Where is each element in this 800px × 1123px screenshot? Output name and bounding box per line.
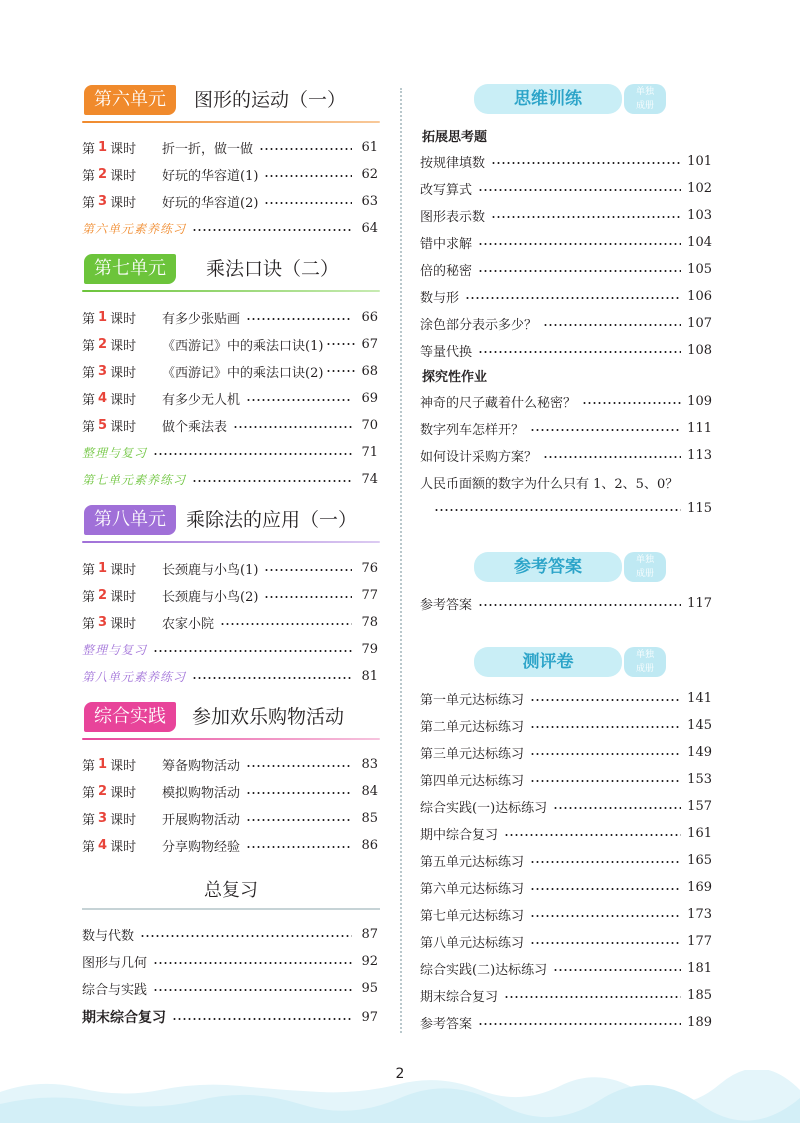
toc-row[interactable]: 第 5 课时 做个乘法表 70: [82, 417, 378, 435]
toc-page: 64: [361, 220, 378, 236]
toc-title: 做个乘法表: [162, 419, 228, 435]
dot-leader: [246, 819, 352, 821]
toc-row[interactable]: [420, 795, 712, 817]
separate-volume-tag: 单独 成册: [624, 552, 666, 582]
toc-row[interactable]: 第 2 课时 好玩的华容道(1) 62: [82, 166, 378, 184]
dot-leader: [504, 996, 681, 998]
dot-leader: [153, 650, 352, 652]
review-underline: [82, 908, 380, 910]
dot-leader: [264, 596, 352, 598]
toc-title: 分享购物经验: [162, 839, 241, 855]
dot-leader: [246, 399, 352, 401]
toc-row[interactable]: 第 3 课时 农家小院 78: [82, 614, 378, 632]
toc-title: 好玩的华容道(2): [162, 195, 259, 211]
toc-page: 79: [361, 641, 378, 657]
toc-title: 错中求解: [420, 236, 473, 252]
dot-leader: [530, 861, 681, 863]
toc-row[interactable]: [420, 177, 712, 199]
toc-title: 综合实践(一)达标练习: [420, 800, 548, 816]
unit-6-header: [82, 85, 380, 119]
toc-title: 好玩的华容道(1): [162, 168, 259, 184]
toc-page: 157: [687, 798, 712, 814]
toc-row[interactable]: [82, 1006, 378, 1028]
toc-title: 综合实践(二)达标练习: [420, 962, 548, 978]
dot-leader: [530, 726, 681, 728]
dot-leader: [153, 453, 352, 455]
review-title: 总复习: [204, 880, 258, 901]
toc-title: 期中综合复习: [420, 827, 499, 843]
dot-leader: [220, 623, 352, 625]
unit-underline: [82, 121, 380, 123]
toc-row[interactable]: [420, 417, 712, 439]
toc-title: 数字列车怎样开？: [420, 422, 525, 438]
toc-title: 数与代数: [82, 928, 135, 944]
dot-leader: [530, 429, 681, 431]
toc-title: 按规律填数: [420, 155, 486, 171]
toc-row[interactable]: [82, 441, 378, 463]
toc-page: 83: [361, 756, 378, 772]
toc-page: 149: [687, 744, 712, 760]
toc-row[interactable]: [420, 768, 712, 790]
unit-7-header: [82, 254, 380, 288]
page-number: 2: [395, 1066, 405, 1082]
toc-page: 161: [687, 825, 712, 841]
dot-leader: [153, 989, 352, 991]
toc-title: 第一单元达标练习: [420, 692, 525, 708]
dot-leader: [153, 962, 352, 964]
unit-underline: [82, 738, 380, 740]
toc-page: 115: [687, 500, 712, 516]
toc-title: 长颈鹿与小鸟(2): [162, 589, 259, 605]
toc-page: 108: [687, 342, 712, 358]
toc-title: 有多少张贴画: [162, 311, 241, 327]
toc-page: 95: [361, 980, 378, 996]
dot-leader: [543, 324, 681, 326]
tests-header: [474, 647, 668, 679]
section-title: 测评卷: [474, 647, 622, 677]
toc-row[interactable]: 第 1 课时 折一折，做一做 61: [82, 139, 378, 157]
dot-leader: [264, 569, 352, 571]
toc-row[interactable]: [420, 312, 712, 334]
dot-leader: [259, 148, 352, 150]
toc-page: 66: [361, 309, 378, 325]
toc-row[interactable]: [420, 285, 712, 307]
toc-title: 开展购物活动: [162, 812, 241, 828]
toc-title: 参考答案: [420, 597, 473, 613]
toc-row[interactable]: 第 2 课时 长颈鹿与小鸟(2) 77: [82, 587, 378, 605]
toc-page: 165: [687, 852, 712, 868]
toc-title: 人民币面额的数字为什么只有 1、2、5、0？: [420, 476, 679, 492]
unit-title: 乘法口诀（二）: [206, 258, 340, 280]
toc-row[interactable]: [420, 822, 712, 844]
toc-title: 筹备购物活动: [162, 758, 241, 774]
unit-title: 图形的运动（一）: [194, 89, 347, 111]
dot-leader: [553, 807, 681, 809]
dot-leader: [192, 229, 352, 231]
toc-row[interactable]: [82, 950, 378, 972]
toc-row[interactable]: 第 4 课时 分享购物经验 86: [82, 837, 378, 855]
dot-leader: [491, 162, 681, 164]
toc-page: 173: [687, 906, 712, 922]
toc-title: 第七单元素养练习: [82, 472, 187, 487]
toc-page: 97: [361, 1009, 378, 1025]
dot-leader: [434, 509, 681, 511]
toc-page: 71: [361, 444, 378, 460]
toc-page: 74: [361, 471, 378, 487]
toc-row[interactable]: [420, 687, 712, 709]
unit-badge: 第七单元: [84, 254, 176, 284]
dot-leader: [140, 935, 352, 937]
unit-title: 乘除法的应用（一）: [186, 509, 358, 531]
toc-title: 第六单元达标练习: [420, 881, 525, 897]
unit-8-header: [82, 505, 380, 539]
toc-page: 113: [687, 447, 712, 463]
toc-title: 整理与复习: [82, 445, 148, 460]
toc-page: 103: [687, 207, 712, 223]
toc-row[interactable]: [420, 390, 712, 412]
toc-title: 有多少无人机: [162, 392, 241, 408]
toc-page: 69: [361, 390, 378, 406]
dot-leader: [192, 677, 352, 679]
toc-row[interactable]: [420, 849, 712, 871]
dot-leader: [246, 792, 352, 794]
dot-leader: [172, 1018, 352, 1020]
toc-title: 综合与实践: [82, 982, 148, 998]
toc-row[interactable]: 第 1 课时 有多少张贴画 66: [82, 309, 378, 327]
unit-badge: 第六单元: [84, 85, 176, 115]
toc-page: 102: [687, 180, 712, 196]
toc-row[interactable]: [420, 258, 712, 280]
toc-title: 数与形: [420, 290, 460, 306]
toc-row[interactable]: [420, 444, 712, 466]
toc-row[interactable]: 第 4 课时 有多少无人机 69: [82, 390, 378, 408]
toc-page: 106: [687, 288, 712, 304]
dot-leader: [491, 216, 681, 218]
toc-row[interactable]: [420, 984, 712, 1006]
practice-unit-header: [82, 702, 380, 736]
toc-page: 107: [687, 315, 712, 331]
toc-title: 神奇的尺子藏着什么秘密？: [420, 395, 577, 411]
separate-volume-tag: 单独 成册: [624, 84, 666, 114]
dot-leader: [553, 969, 681, 971]
subheading: 拓展思考题: [422, 130, 488, 145]
dot-leader: [478, 189, 681, 191]
toc-title: 折一折，做一做: [162, 141, 254, 157]
toc-row[interactable]: [420, 930, 712, 952]
toc-page: 153: [687, 771, 712, 787]
toc-row[interactable]: [82, 665, 378, 687]
toc-row[interactable]: [82, 468, 378, 490]
toc-title: 第六单元素养练习: [82, 221, 187, 236]
toc-title: 涂色部分表示多少？: [420, 317, 538, 333]
unit-badge: 第八单元: [84, 505, 176, 535]
toc-page: 61: [361, 139, 378, 155]
toc-row[interactable]: [420, 231, 712, 253]
toc-title: 改写算式: [420, 182, 473, 198]
separate-volume-tag: 单独 成册: [624, 647, 666, 677]
toc-page: 85: [361, 810, 378, 826]
toc-page: 63: [361, 193, 378, 209]
toc-title: 第四单元达标练习: [420, 773, 525, 789]
toc-row[interactable]: [420, 471, 712, 493]
toc-page: 87: [361, 926, 378, 942]
toc-title: 第八单元素养练习: [82, 669, 187, 684]
toc-page: 62: [361, 166, 378, 182]
toc-page: 145: [687, 717, 712, 733]
toc-title: 第五单元达标练习: [420, 854, 525, 870]
toc-row[interactable]: [420, 204, 712, 226]
toc-row-continued[interactable]: [420, 497, 712, 519]
toc-page: 84: [361, 783, 378, 799]
toc-page: 141: [687, 690, 712, 706]
answers-header: [474, 552, 668, 584]
toc-page: 104: [687, 234, 712, 250]
dot-leader: [582, 402, 681, 404]
unit-title: 参加欢乐购物活动: [192, 706, 345, 728]
dot-leader: [246, 846, 352, 848]
toc-title: 期末综合复习: [82, 1010, 166, 1026]
toc-title: 长颈鹿与小鸟(1): [162, 562, 259, 578]
dot-leader: [530, 888, 681, 890]
toc-page: 70: [361, 417, 378, 433]
toc-title: 第七单元达标练习: [420, 908, 525, 924]
dot-leader: [478, 270, 681, 272]
toc-title: 期末综合复习: [420, 989, 499, 1005]
toc-row[interactable]: 第 1 课时 长颈鹿与小鸟(1) 76: [82, 560, 378, 578]
dot-leader: [530, 699, 681, 701]
dot-leader: [478, 243, 681, 245]
toc-row[interactable]: [420, 592, 712, 614]
toc-row[interactable]: [420, 903, 712, 925]
toc-row[interactable]: 第 3 课时 《西游记》中的乘法口诀(2) 68: [82, 363, 378, 381]
toc-row[interactable]: [82, 977, 378, 999]
toc-title: 农家小院: [162, 616, 215, 632]
toc-page: 111: [687, 420, 712, 436]
toc-page: 68: [361, 363, 378, 379]
dot-leader: [233, 426, 352, 428]
dot-leader: [246, 318, 352, 320]
toc-row[interactable]: 第 3 课时 好玩的华容道(2) 63: [82, 193, 378, 211]
toc-row[interactable]: 第 2 课时 模拟购物活动 84: [82, 783, 378, 801]
dot-leader: [530, 753, 681, 755]
toc-page: 109: [687, 393, 712, 409]
toc-title: 等量代换: [420, 344, 473, 360]
dot-leader: [530, 942, 681, 944]
toc-row[interactable]: 第 3 课时 开展购物活动 85: [82, 810, 378, 828]
unit-underline: [82, 290, 380, 292]
toc-title: 倍的秘密: [420, 263, 473, 279]
toc-title: 《西游记》中的乘法口诀(2): [162, 365, 324, 381]
toc-page: 67: [361, 336, 378, 352]
toc-page: 189: [687, 1014, 712, 1030]
toc-row[interactable]: [82, 217, 378, 239]
dot-leader: [465, 297, 681, 299]
dot-leader: [530, 780, 681, 782]
toc-row[interactable]: [420, 714, 712, 736]
dot-leader: [246, 765, 352, 767]
toc-page: 177: [687, 933, 712, 949]
toc-row[interactable]: [420, 741, 712, 763]
toc-row[interactable]: [420, 957, 712, 979]
toc-title: 《西游记》中的乘法口诀(1): [162, 338, 324, 354]
toc-row[interactable]: 第 1 课时 筹备购物活动 83: [82, 756, 378, 774]
column-divider: [400, 88, 402, 1033]
dot-leader: [504, 834, 681, 836]
subheading: 探究性作业: [422, 370, 488, 385]
toc-page: 169: [687, 879, 712, 895]
toc-title: 第八单元达标练习: [420, 935, 525, 951]
dot-leader: [478, 1023, 681, 1025]
toc-row[interactable]: [420, 339, 712, 361]
dot-leader: [478, 604, 681, 606]
toc-page: 86: [361, 837, 378, 853]
dot-leader: [192, 480, 352, 482]
toc-title: 图形表示数: [420, 209, 486, 225]
dot-leader: [543, 456, 681, 458]
toc-title: 如何设计采购方案？: [420, 449, 538, 465]
toc-row[interactable]: [82, 638, 378, 660]
toc-page: 101: [687, 153, 712, 169]
toc-row[interactable]: 第 2 课时 《西游记》中的乘法口诀(1) 67: [82, 336, 378, 354]
toc-page: 185: [687, 987, 712, 1003]
toc-title: 第二单元达标练习: [420, 719, 525, 735]
toc-title: 参考答案: [420, 1016, 473, 1032]
thinking-header: [474, 84, 668, 116]
toc-page: 105: [687, 261, 712, 277]
dot-leader: [326, 370, 355, 372]
toc-row[interactable]: [420, 150, 712, 172]
unit-underline: [82, 541, 380, 543]
dot-leader: [530, 915, 681, 917]
unit-badge: 综合实践: [84, 702, 176, 732]
toc-page: 92: [361, 953, 378, 969]
toc-title: 整理与复习: [82, 642, 148, 657]
section-title: 参考答案: [474, 552, 622, 582]
dot-leader: [478, 351, 681, 353]
toc-title: 图形与几何: [82, 955, 148, 971]
toc-page: 181: [687, 960, 712, 976]
toc-page: 76: [361, 560, 378, 576]
toc-page: 117: [687, 595, 712, 611]
toc-title: 第三单元达标练习: [420, 746, 525, 762]
section-title: 思维训练: [474, 84, 622, 114]
dot-leader: [264, 175, 352, 177]
toc-page: 77: [361, 587, 378, 603]
toc-row[interactable]: [420, 1011, 712, 1033]
dot-leader: [326, 343, 355, 345]
toc-row[interactable]: [82, 923, 378, 945]
dot-leader: [264, 202, 352, 204]
toc-title: 模拟购物活动: [162, 785, 241, 801]
toc-page: 81: [361, 668, 378, 684]
toc-row[interactable]: [420, 876, 712, 898]
toc-page: 78: [361, 614, 378, 630]
